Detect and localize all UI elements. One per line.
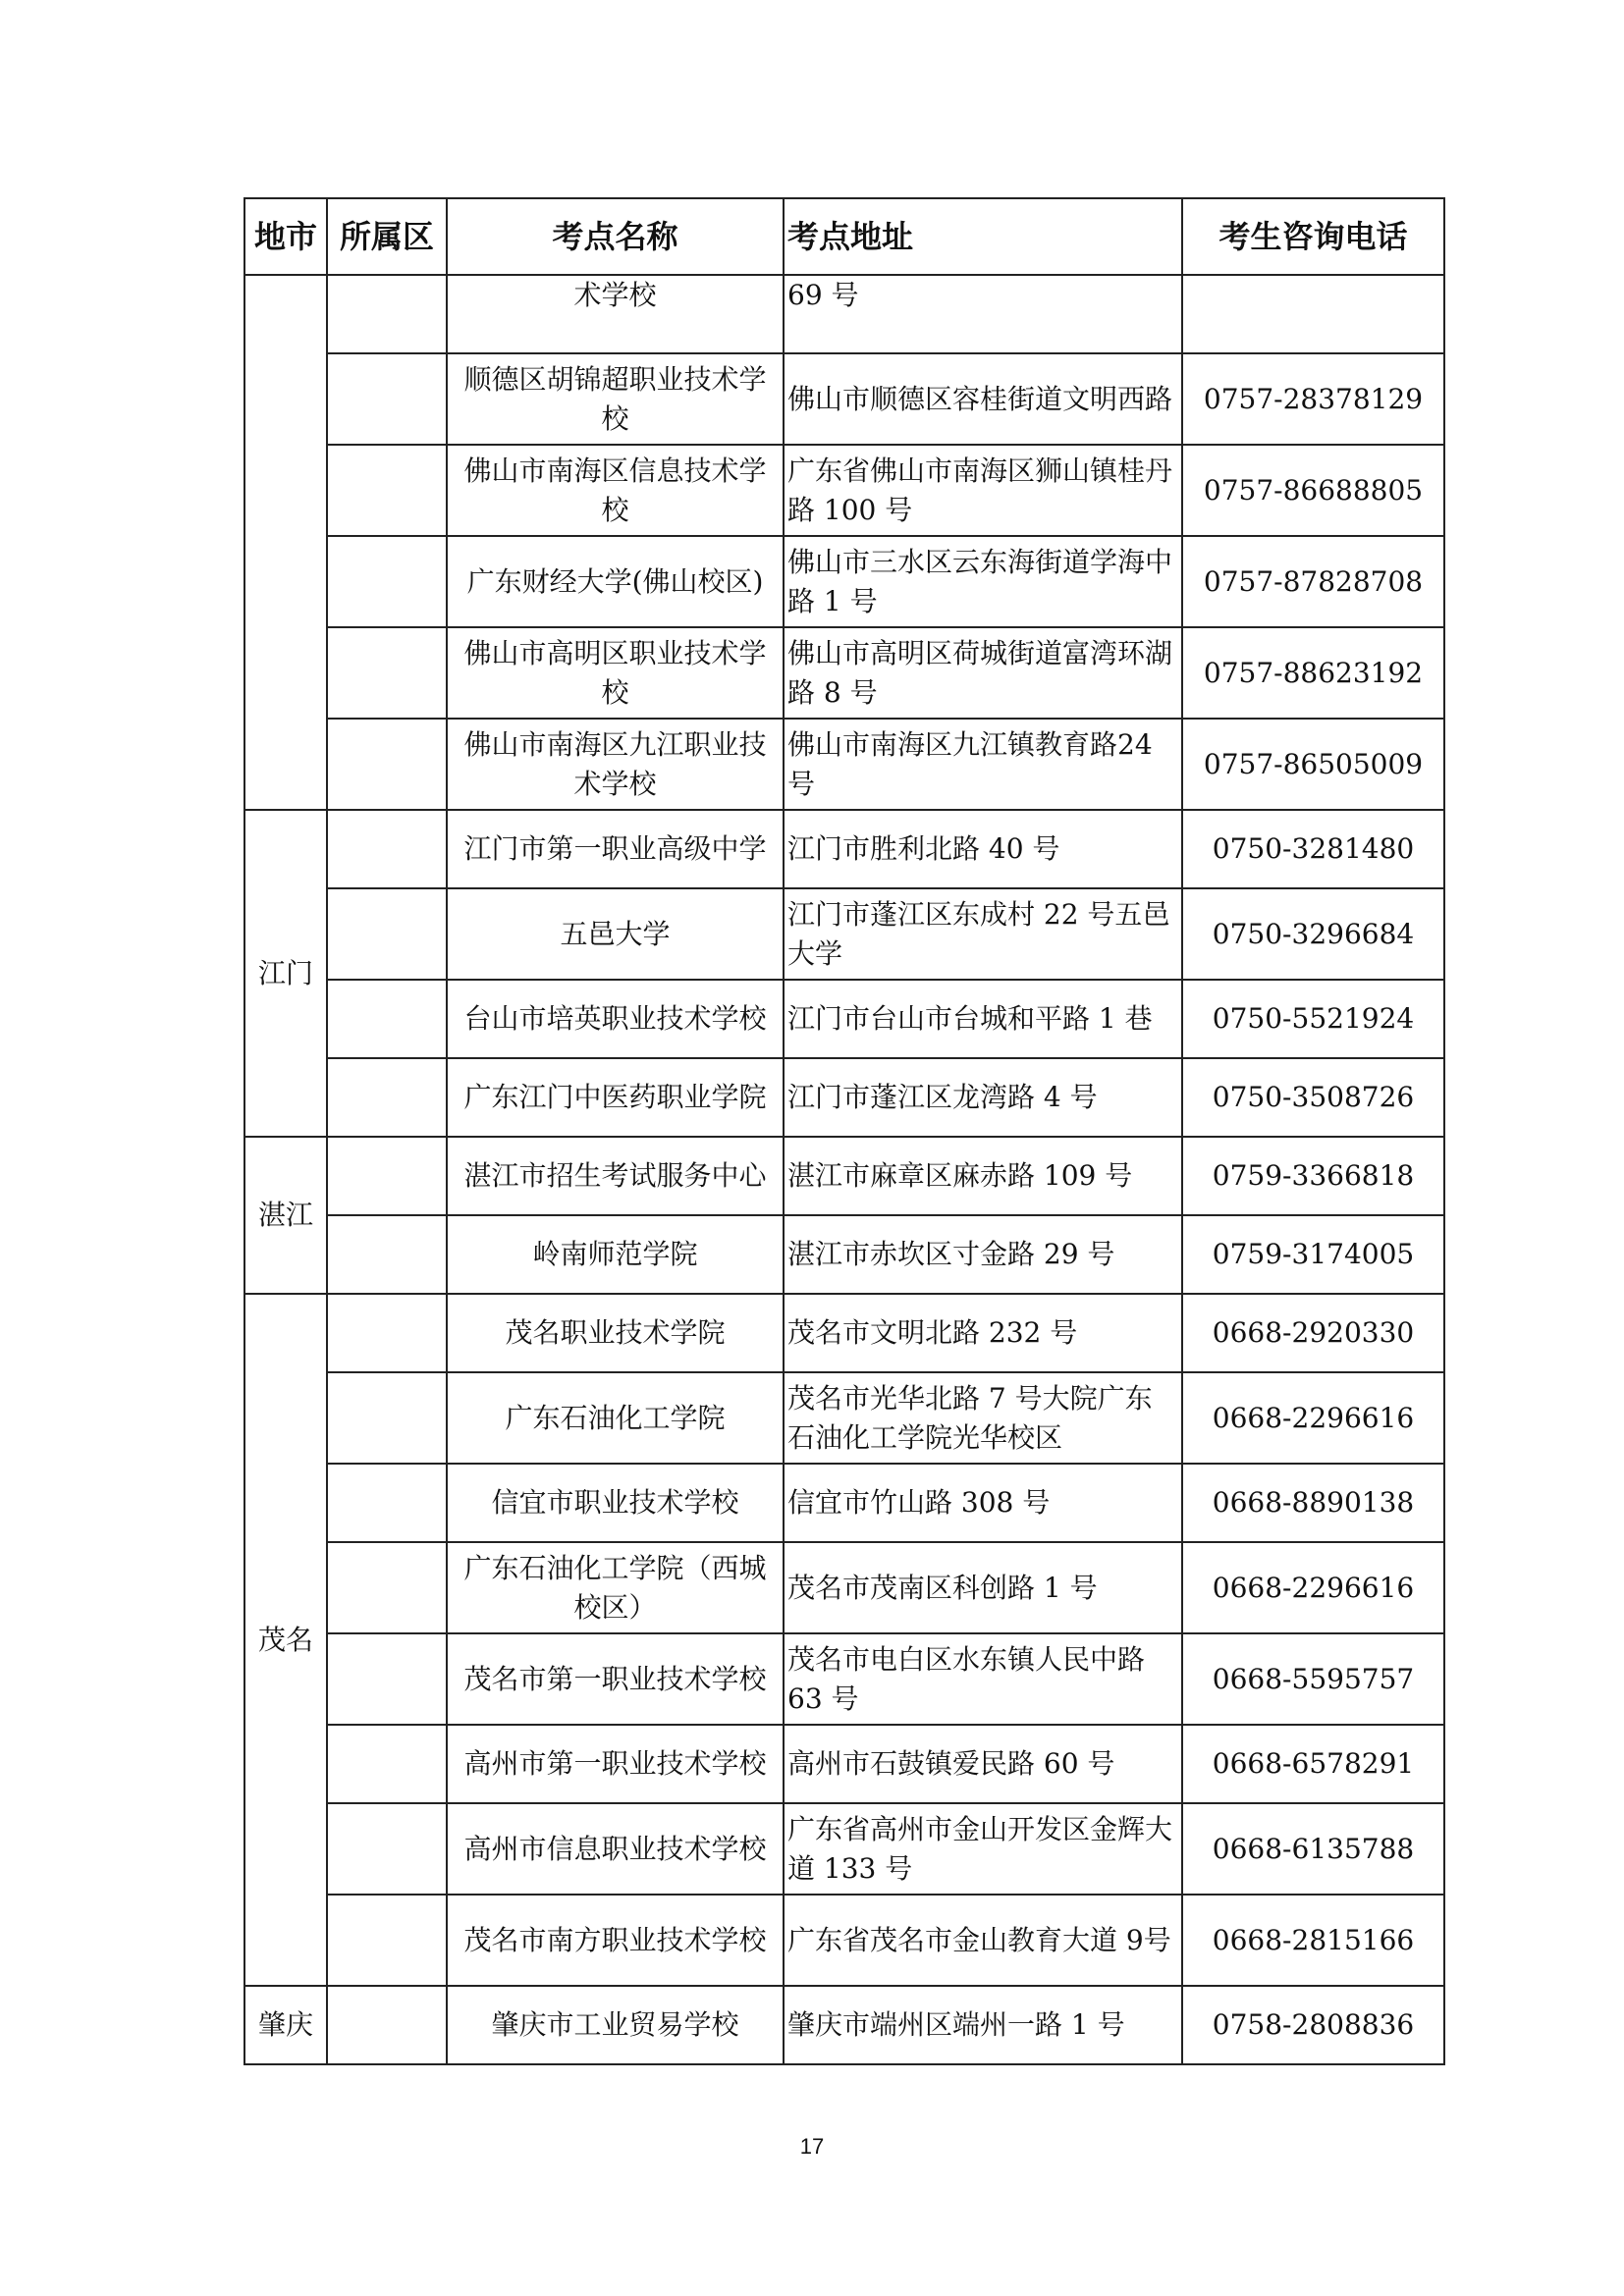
site-phone: 0757-87828708 [1182,536,1444,627]
site-phone: 0668-6135788 [1182,1803,1444,1895]
table-header-row [244,198,1444,275]
district-cell [327,445,447,536]
district-cell [327,980,447,1058]
site-address: 佛山市三水区云东海街道学海中路 1 号 [784,536,1182,627]
district-cell [327,1464,447,1542]
table-row [244,353,1444,445]
site-phone: 0668-6578291 [1182,1725,1444,1803]
site-name: 台山市培英职业技术学校 [447,980,784,1058]
site-address: 江门市胜利北路 40 号 [784,810,1182,888]
table-row [244,1294,1444,1372]
city-cell-zhanjiang: 湛江 [244,1137,327,1294]
table-row [244,719,1444,810]
site-phone: 0758-2808836 [1182,1986,1444,2064]
table-row [244,445,1444,536]
table-row [244,980,1444,1058]
page-number: 17 [799,2134,825,2159]
site-phone: 0750-3281480 [1182,810,1444,888]
district-cell [327,1895,447,1986]
district-cell [327,1633,447,1725]
site-phone: 0668-8890138 [1182,1464,1444,1542]
table-row [244,1542,1444,1633]
site-name: 顺德区胡锦超职业技术学校 [447,353,784,445]
district-cell [327,627,447,719]
table-row [244,1215,1444,1294]
site-name: 广东财经大学(佛山校区) [447,536,784,627]
site-phone: 0750-3508726 [1182,1058,1444,1137]
district-cell [327,275,447,353]
table-row [244,1986,1444,2064]
header-district: 所属区 [327,198,447,275]
site-address: 江门市蓬江区东成村 22 号五邑大学 [784,888,1182,980]
site-name: 信宜市职业技术学校 [447,1464,784,1542]
district-cell [327,888,447,980]
site-phone: 0668-2920330 [1182,1294,1444,1372]
site-name: 广东石油化工学院 [447,1372,784,1464]
header-phone: 考生咨询电话 [1182,198,1444,275]
table-row [244,275,1444,353]
district-cell [327,1294,447,1372]
site-name: 术学校 [447,275,784,353]
table-row [244,1058,1444,1137]
site-address: 佛山市南海区九江镇教育路24 号 [784,719,1182,810]
site-address: 湛江市麻章区麻赤路 109 号 [784,1137,1182,1215]
city-cell-foshan [244,275,327,810]
site-phone: 0757-86688805 [1182,445,1444,536]
header-site-name: 考点名称 [447,198,784,275]
district-cell [327,536,447,627]
district-cell [327,1215,447,1294]
site-address: 广东省高州市金山开发区金辉大道 133 号 [784,1803,1182,1895]
site-address: 茂名市文明北路 232 号 [784,1294,1182,1372]
site-phone: 0757-86505009 [1182,719,1444,810]
site-phone: 0668-2296616 [1182,1542,1444,1633]
site-address: 广东省佛山市南海区狮山镇桂丹路 100 号 [784,445,1182,536]
site-address: 肇庆市端州区端州一路 1 号 [784,1986,1182,2064]
district-cell [327,1725,447,1803]
table-row [244,627,1444,719]
site-phone: 0750-5521924 [1182,980,1444,1058]
site-name: 岭南师范学院 [447,1215,784,1294]
site-address: 佛山市顺德区容桂街道文明西路 [784,353,1182,445]
header-city: 地市 [244,198,327,275]
site-name: 广东江门中医药职业学院 [447,1058,784,1137]
district-cell [327,1986,447,2064]
site-address: 佛山市高明区荷城街道富湾环湖路 8 号 [784,627,1182,719]
site-address: 茂名市电白区水东镇人民中路63 号 [784,1633,1182,1725]
site-address: 江门市台山市台城和平路 1 巷 [784,980,1182,1058]
site-name: 肇庆市工业贸易学校 [447,1986,784,2064]
site-phone: 0757-28378129 [1182,353,1444,445]
table-row [244,1725,1444,1803]
table-row [244,1633,1444,1725]
site-name: 茂名职业技术学院 [447,1294,784,1372]
city-cell-maoming: 茂名 [244,1294,327,1986]
site-name: 佛山市南海区信息技术学校 [447,445,784,536]
table-row [244,1803,1444,1895]
city-cell-jiangmen: 江门 [244,810,327,1137]
site-phone: 0759-3174005 [1182,1215,1444,1294]
site-phone: 0757-88623192 [1182,627,1444,719]
exam-sites-table [244,197,1445,2065]
table-row [244,1137,1444,1215]
table-row [244,888,1444,980]
site-address: 茂名市光华北路 7 号大院广东石油化工学院光华校区 [784,1372,1182,1464]
site-name: 茂名市第一职业技术学校 [447,1633,784,1725]
site-phone [1182,275,1444,353]
site-address: 高州市石鼓镇爱民路 60 号 [784,1725,1182,1803]
district-cell [327,1542,447,1633]
site-address: 茂名市茂南区科创路 1 号 [784,1542,1182,1633]
district-cell [327,1803,447,1895]
site-address: 湛江市赤坎区寸金路 29 号 [784,1215,1182,1294]
site-phone: 0668-2815166 [1182,1895,1444,1986]
site-address: 69 号 [784,275,1182,353]
site-address: 江门市蓬江区龙湾路 4 号 [784,1058,1182,1137]
table-row [244,810,1444,888]
site-name: 高州市信息职业技术学校 [447,1803,784,1895]
district-cell [327,1137,447,1215]
header-site-address: 考点地址 [784,198,1182,275]
site-name: 高州市第一职业技术学校 [447,1725,784,1803]
district-cell [327,1372,447,1464]
table-row [244,536,1444,627]
site-name: 广东石油化工学院（西城校区） [447,1542,784,1633]
table-row [244,1464,1444,1542]
site-address: 广东省茂名市金山教育大道 9号 [784,1895,1182,1986]
district-cell [327,719,447,810]
site-name: 湛江市招生考试服务中心 [447,1137,784,1215]
table-row [244,1372,1444,1464]
site-name: 江门市第一职业高级中学 [447,810,784,888]
site-phone: 0668-2296616 [1182,1372,1444,1464]
district-cell [327,353,447,445]
site-phone: 0759-3366818 [1182,1137,1444,1215]
site-name: 佛山市高明区职业技术学校 [447,627,784,719]
site-phone: 0750-3296684 [1182,888,1444,980]
site-phone: 0668-5595757 [1182,1633,1444,1725]
site-name: 茂名市南方职业技术学校 [447,1895,784,1986]
city-cell-zhaoqing: 肇庆 [244,1986,327,2064]
district-cell [327,810,447,888]
site-name: 佛山市南海区九江职业技术学校 [447,719,784,810]
table-row [244,1895,1444,1986]
district-cell [327,1058,447,1137]
site-name: 五邑大学 [447,888,784,980]
site-address: 信宜市竹山路 308 号 [784,1464,1182,1542]
